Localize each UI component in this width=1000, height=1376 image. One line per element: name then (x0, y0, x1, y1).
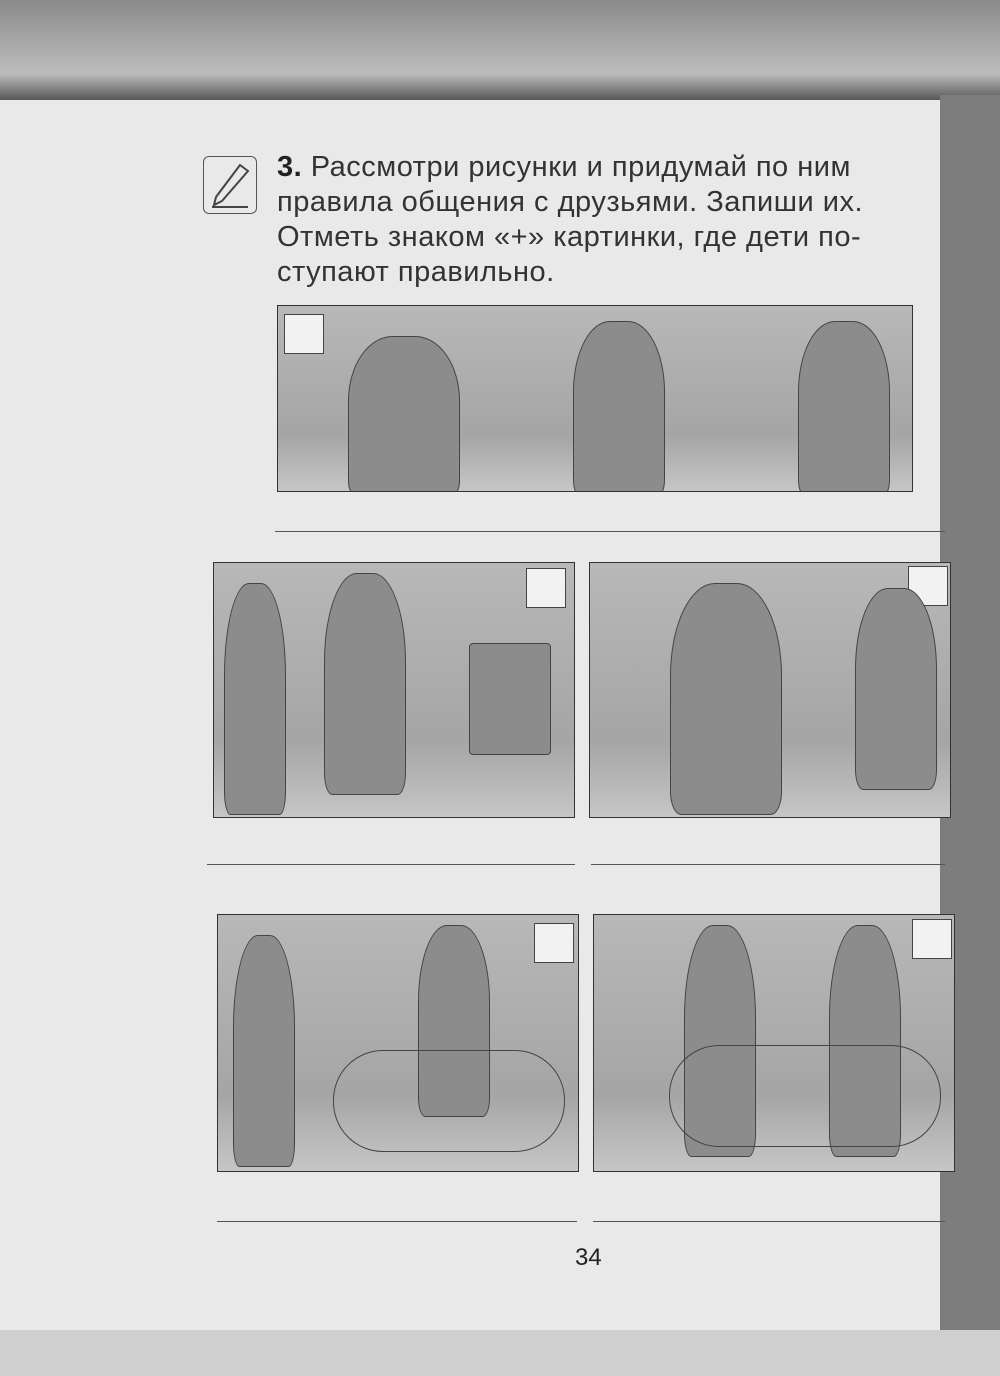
task-number: 3. (277, 151, 303, 183)
picture-bicycle-alone (217, 914, 579, 1172)
write-line[interactable] (275, 531, 945, 532)
girl-figure (224, 583, 286, 815)
pencil-icon (203, 156, 257, 214)
boy-figure (573, 321, 665, 492)
scan-bottom-edge (0, 1330, 1000, 1376)
write-line[interactable] (217, 1221, 577, 1222)
write-line[interactable] (591, 864, 945, 865)
write-line[interactable] (593, 1221, 945, 1222)
bicycle (333, 1050, 565, 1152)
task-line: правила общения с друзьями. Запиши их. (277, 186, 864, 218)
task-line: Рассмотри рисунки и придумай по ним (310, 151, 851, 183)
girl-figure (670, 583, 782, 815)
answer-checkbox[interactable] (912, 919, 952, 959)
chair (469, 643, 551, 755)
boy-figure (233, 935, 295, 1167)
answer-checkbox[interactable] (284, 314, 324, 354)
picture-greeting (277, 305, 913, 492)
boy-figure (348, 336, 460, 492)
girl-figure (798, 321, 890, 492)
bicycle (669, 1045, 941, 1147)
write-line[interactable] (207, 864, 575, 865)
page-number: 34 (575, 1244, 602, 1271)
task-line: Отметь знаком «+» картинки, где дети по- (277, 221, 862, 253)
boy-figure (324, 573, 406, 795)
task-line: ступают правильно. (277, 256, 555, 288)
picture-toys-mess (213, 562, 575, 818)
task-text (277, 150, 977, 290)
picture-tidying (589, 562, 951, 818)
boy-figure (855, 588, 937, 790)
answer-checkbox[interactable] (526, 568, 566, 608)
scan-top-edge (0, 0, 1000, 105)
picture-bicycle-sharing (593, 914, 955, 1172)
answer-checkbox[interactable] (534, 923, 574, 963)
